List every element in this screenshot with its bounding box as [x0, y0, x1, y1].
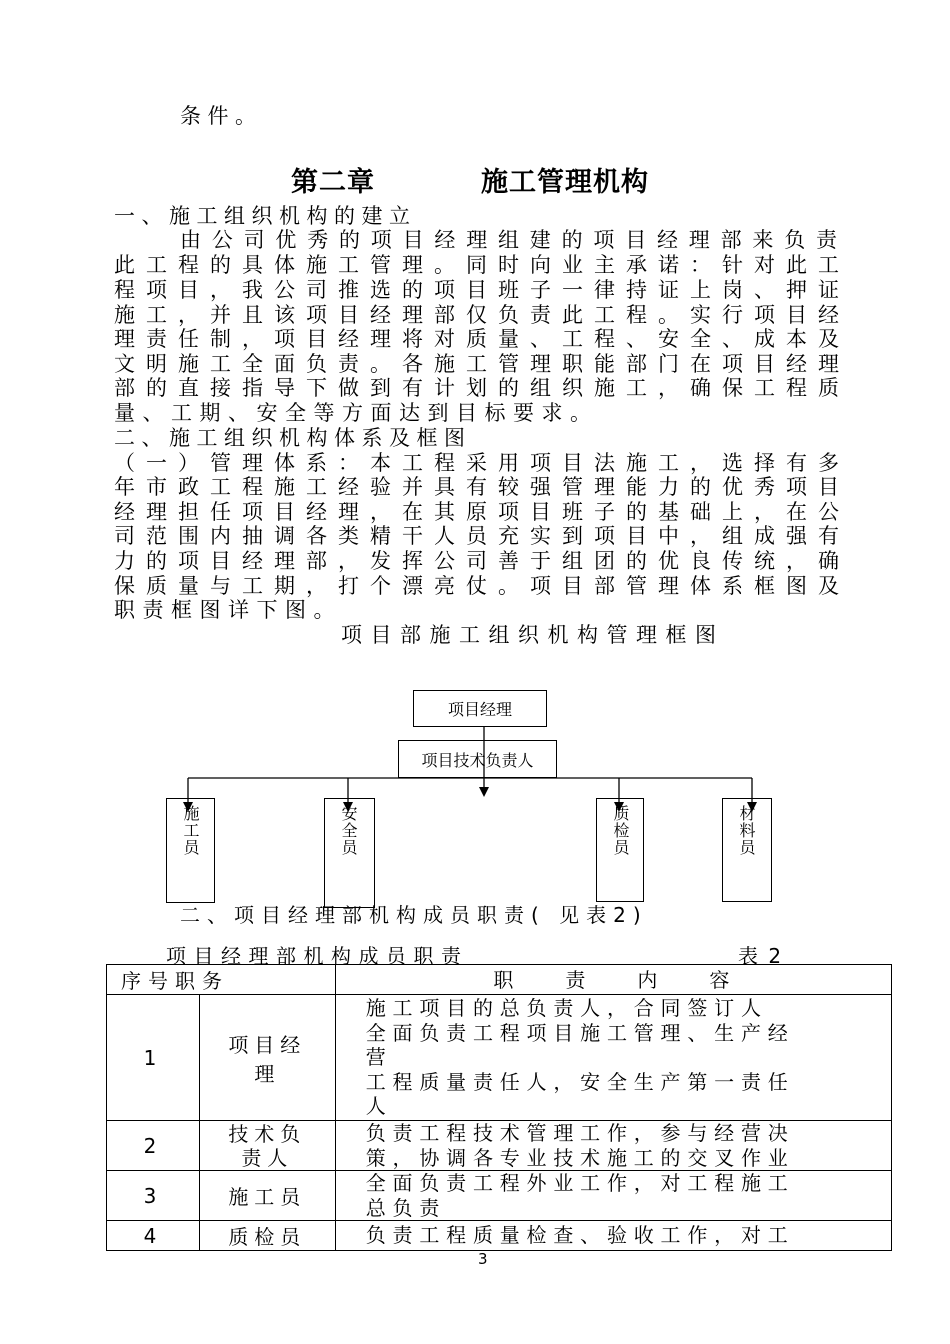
section-heading-3: 二、项目经理部机构成员职责( 见表2) — [180, 903, 648, 927]
paragraph-line: （一）管理体系：本工程采用项目法施工，选择有多 — [114, 451, 839, 475]
page-number: 3 — [478, 1250, 488, 1268]
table-row — [107, 1171, 892, 1221]
paragraph-line: 力的项目经理部，发挥公司善于组团的优良传统，确 — [114, 549, 839, 573]
org-box-technical-lead: 项目技术负责人 — [398, 740, 557, 778]
org-box-materials-clerk — [722, 798, 772, 902]
table-caption: 项目经理部机构成员职责 — [166, 944, 469, 968]
paragraph-line: 程项目，我公司推选的项目班子一律持证上岗、押证 — [114, 278, 839, 302]
duty-line: 全面负责工程项目施工管理、生产经 — [365, 1020, 795, 1045]
table-row — [107, 1221, 892, 1251]
paragraph-line: 保质量与工期，打个漂亮仗。项目部管理体系框图及 — [114, 574, 839, 598]
duty-line: 工程质量责任人，安全生产第一责任 — [365, 1069, 795, 1094]
table-row — [107, 995, 892, 1121]
arrowhead — [479, 787, 489, 797]
org-box-label: 材料员 — [737, 805, 756, 856]
table-row — [107, 1121, 892, 1171]
duty-line: 营 — [365, 1045, 393, 1070]
paragraph-line: 量、工期、安全等方面达到目标要求。 — [114, 401, 599, 425]
org-box-label: 质检员 — [611, 805, 630, 856]
row-number: 1 — [107, 995, 200, 1121]
org-box-quality-inspector — [596, 798, 644, 902]
paragraph-line: 由公司优秀的项目经理组建的项目经理部来负责 — [180, 228, 839, 252]
org-box-label: 施工员 — [181, 805, 200, 856]
row-role — [199, 995, 335, 1121]
paragraph-line: 司范围内抽调各类精干人员充实到项目中，组成强有 — [114, 524, 839, 548]
row-role: 质检员 — [199, 1221, 335, 1251]
org-box-project-manager: 项目经理 — [413, 690, 547, 727]
row-number: 2 — [107, 1121, 200, 1171]
duties-table — [106, 964, 892, 1251]
section-heading-2: 二、施工组织机构体系及框图 — [114, 426, 472, 450]
chapter-title: 施工管理机构 — [481, 167, 649, 198]
continued-text: 条件。 — [180, 104, 263, 128]
paragraph-line: 文明施工全面负责。各施工管理职能部门在项目经理 — [114, 352, 839, 376]
paragraph-line: 理责任制，项目经理将对质量、工程、安全、成本及 — [114, 327, 839, 351]
duty-line: 负责工程质量检查、验收工作，对工 — [365, 1223, 795, 1248]
role-text: 技术负责人 — [228, 1121, 307, 1170]
row-number: 4 — [107, 1221, 200, 1251]
section-heading-1: 一、施工组织机构的建立 — [114, 204, 417, 228]
org-box-label: 安全员 — [339, 805, 358, 856]
table-label: 表 2 — [738, 944, 784, 968]
row-duties — [335, 995, 891, 1121]
paragraph-line: 年市政工程施工经验并具有较强管理能力的优秀项目 — [114, 475, 839, 499]
duty-line: 全面负责工程外业工作，对工程施工 — [365, 1171, 795, 1195]
org-box-safety-officer — [324, 798, 375, 908]
row-duties — [335, 1121, 891, 1171]
chart-title: 项目部施工组织机构管理框图 — [341, 623, 725, 647]
row-role — [199, 1121, 335, 1171]
org-box-construction-worker — [166, 798, 215, 903]
duty-line: 施工项目的总负责人，合同签订人 — [365, 996, 768, 1021]
row-duties — [335, 1171, 891, 1221]
header-seq-role: 序号职务 — [107, 965, 336, 995]
header-content: 职 责 内 容 — [335, 965, 891, 995]
row-role: 施工员 — [199, 1171, 335, 1221]
paragraph-line: 职责框图详下图。 — [114, 598, 342, 622]
row-duties — [335, 1221, 891, 1251]
chapter-number: 第二章 — [291, 167, 375, 198]
role-text: 项目经理 — [228, 1032, 307, 1086]
duty-line: 策，协调各专业技术施工的交叉作业 — [365, 1145, 795, 1170]
paragraph-line: 施工，并且该项目经理部仅负责此工程。实行项目经 — [114, 303, 839, 327]
duty-line: 人 — [365, 1094, 393, 1119]
duty-line: 总负责 — [365, 1195, 447, 1220]
paragraph-line: 经理担任项目经理，在其原项目班子的基础上，在公 — [114, 500, 839, 524]
table-header-row — [107, 965, 892, 995]
paragraph-line: 此工程的具体施工管理。同时向业主承诺：针对此工 — [114, 253, 839, 277]
row-number: 3 — [107, 1171, 200, 1221]
paragraph-line: 部的直接指导下做到有计划的组织施工，确保工程质 — [114, 376, 839, 400]
duty-line: 负责工程技术管理工作，参与经营决 — [365, 1121, 795, 1145]
